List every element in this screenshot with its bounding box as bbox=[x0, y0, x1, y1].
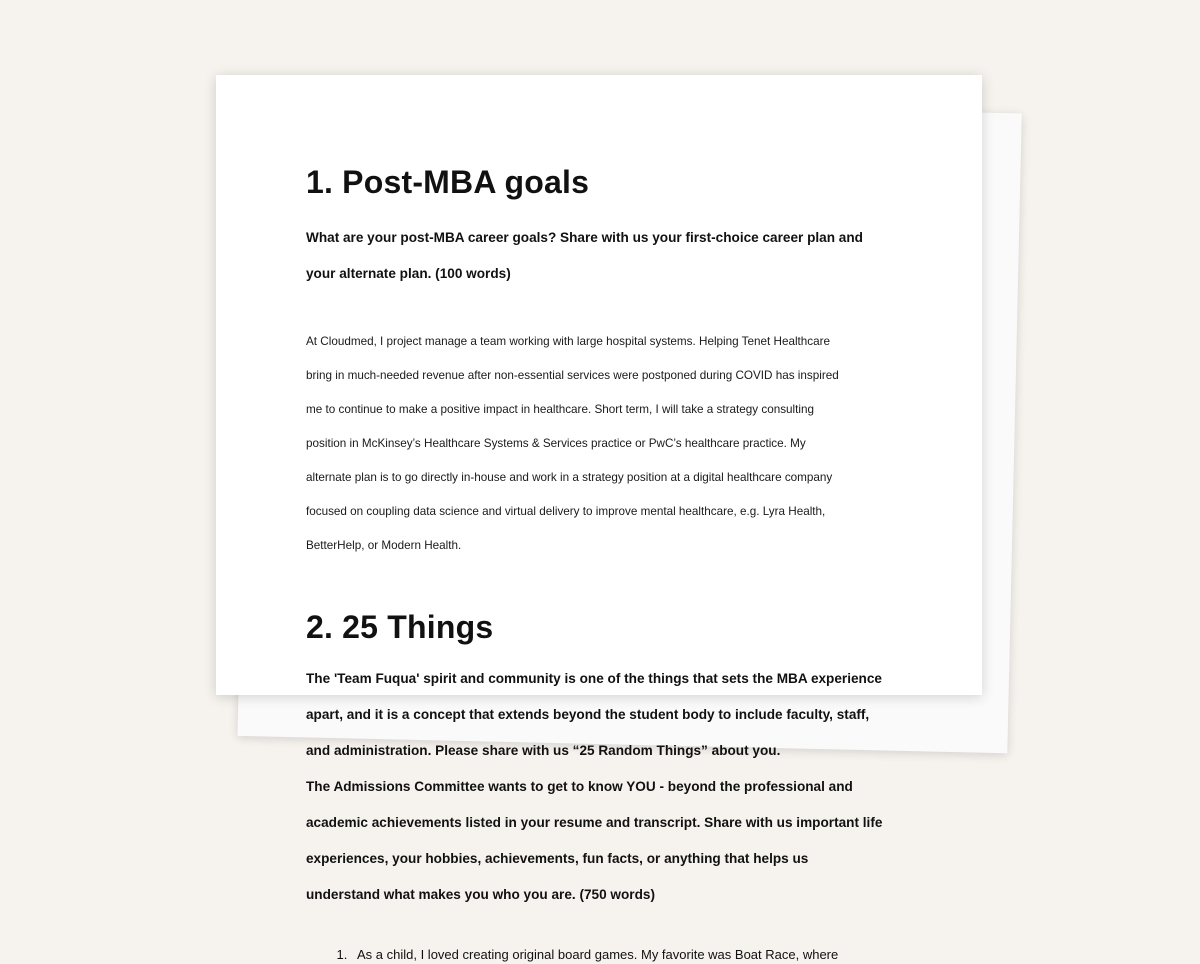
prompt-line: and administration. Please share with us “25 Random Things” about you. bbox=[306, 743, 781, 758]
answer-line: alternate plan is to go directly in-house and work in a strategy position at a digital healthcare company bbox=[306, 471, 833, 484]
answer-line: bring in much-needed revenue after non-essential services were postponed during COVID has inspired bbox=[306, 369, 839, 382]
prompt-line: The 'Team Fuqua' spirit and community is one of the things that sets the MBA experience bbox=[306, 671, 882, 686]
answer-line: focused on coupling data science and virtual delivery to improve mental healthcare, e.g. Lyra Health, bbox=[306, 505, 826, 518]
answer-line: me to continue to make a positive impact in healthcare. Short term, I will take a strategy consulting bbox=[306, 403, 815, 416]
document-content bbox=[306, 163, 896, 964]
list-item: 1. As a child, I loved creating original board games. My favorite was Boat Race, where bbox=[351, 946, 896, 964]
section-heading: 2. 25 Things bbox=[306, 609, 494, 645]
essay-prompt bbox=[306, 211, 896, 301]
random-things-list bbox=[306, 946, 896, 964]
answer-line: position in McKinsey’s Healthcare Systems & Services practice or PwC’s healthcare practice. My bbox=[306, 437, 806, 450]
section-heading: 1. Post-MBA goals bbox=[306, 164, 590, 200]
prompt-line: experiences, your hobbies, achievements, fun facts, or anything that helps us bbox=[306, 851, 809, 866]
prompt-line: apart, and it is a concept that extends beyond the student body to include faculty, staff, bbox=[306, 707, 870, 722]
prompt-line: The Admissions Committee wants to get to know YOU - beyond the professional and bbox=[306, 779, 853, 794]
document-page bbox=[216, 75, 982, 962]
section-post-mba-goals bbox=[306, 163, 896, 571]
answer-line: BetterHelp, or Modern Health. bbox=[306, 539, 462, 552]
section-25-things bbox=[306, 608, 896, 964]
prompt-line: your alternate plan. (100 words) bbox=[306, 266, 511, 281]
answer-line: At Cloudmed, I project manage a team working with large hospital systems. Helping Tenet Healthcare bbox=[306, 335, 831, 348]
essay-prompt bbox=[306, 652, 896, 922]
prompt-line: What are your post-MBA career goals? Share with us your first-choice career plan and bbox=[306, 230, 863, 245]
prompt-line: academic achievements listed in your resume and transcript. Share with us important life bbox=[306, 815, 883, 830]
prompt-line: understand what makes you who you are. (750 words) bbox=[306, 887, 655, 902]
essay-answer bbox=[306, 316, 896, 571]
